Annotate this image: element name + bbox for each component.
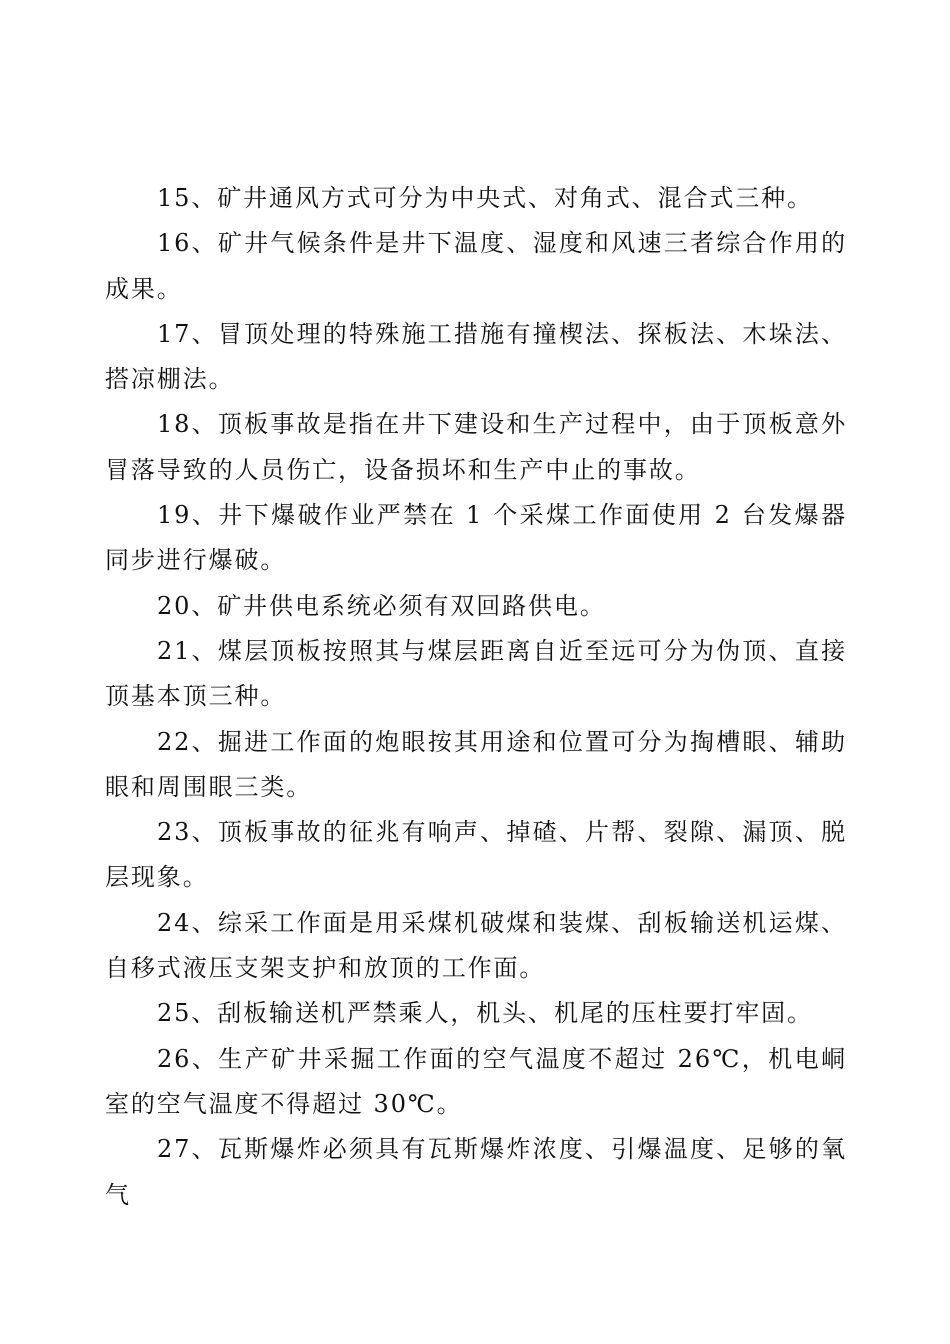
paragraph-23: 23、顶板事故的征兆有响声、掉碴、片帮、裂隙、漏顶、脱层现象。 <box>105 818 847 892</box>
document-body <box>105 176 847 1218</box>
paragraph-17: 17、冒顶处理的特殊施工措施有撞楔法、探板法、木垛法、搭凉棚法。 <box>105 319 847 394</box>
paragraph-15: 15、矿井通风方式可分为中央式、对角式、混合式三种。 <box>157 184 813 212</box>
paragraph-26: 26、生产矿井采掘工作面的空气温度不超过 26℃，机电峒室的空气温度不得超过 30℃。 <box>105 1044 847 1118</box>
paragraph-22: 22、掘进工作面的炮眼按其用途和位置可分为掏槽眼、辅助眼和周围眼三类。 <box>105 727 847 801</box>
paragraph-25: 25、刮板输送机严禁乘人，机头、机尾的压柱要打牢固。 <box>157 999 813 1028</box>
paragraph-19: 19、井下爆破作业严禁在 1 个采煤工作面使用 2 台发爆器同步进行爆破。 <box>105 501 847 575</box>
paragraph-21: 21、煤层顶板按照其与煤层距离自近至远可分为伪顶、直接顶基本顶三种。 <box>105 636 847 711</box>
paragraph-16: 16、矿井气候条件是井下温度、湿度和风速三者综合作用的成果。 <box>105 229 847 303</box>
paragraph-18: 18、顶板事故是指在井下建设和生产过程中，由于顶板意外冒落导致的人员伤亡，设备损坏和生产中止的事故。 <box>105 410 847 484</box>
paragraph-20: 20、矿井供电系统必须有双回路供电。 <box>157 591 606 620</box>
paragraph-27: 27、瓦斯爆炸必须具有瓦斯爆炸浓度、引爆温度、足够的氧气 <box>105 1135 847 1209</box>
paragraph-24: 24、综采工作面是用采煤机破煤和装煤、刮板输送机运煤、自移式液压支架支护和放顶的工作面。 <box>105 908 847 983</box>
